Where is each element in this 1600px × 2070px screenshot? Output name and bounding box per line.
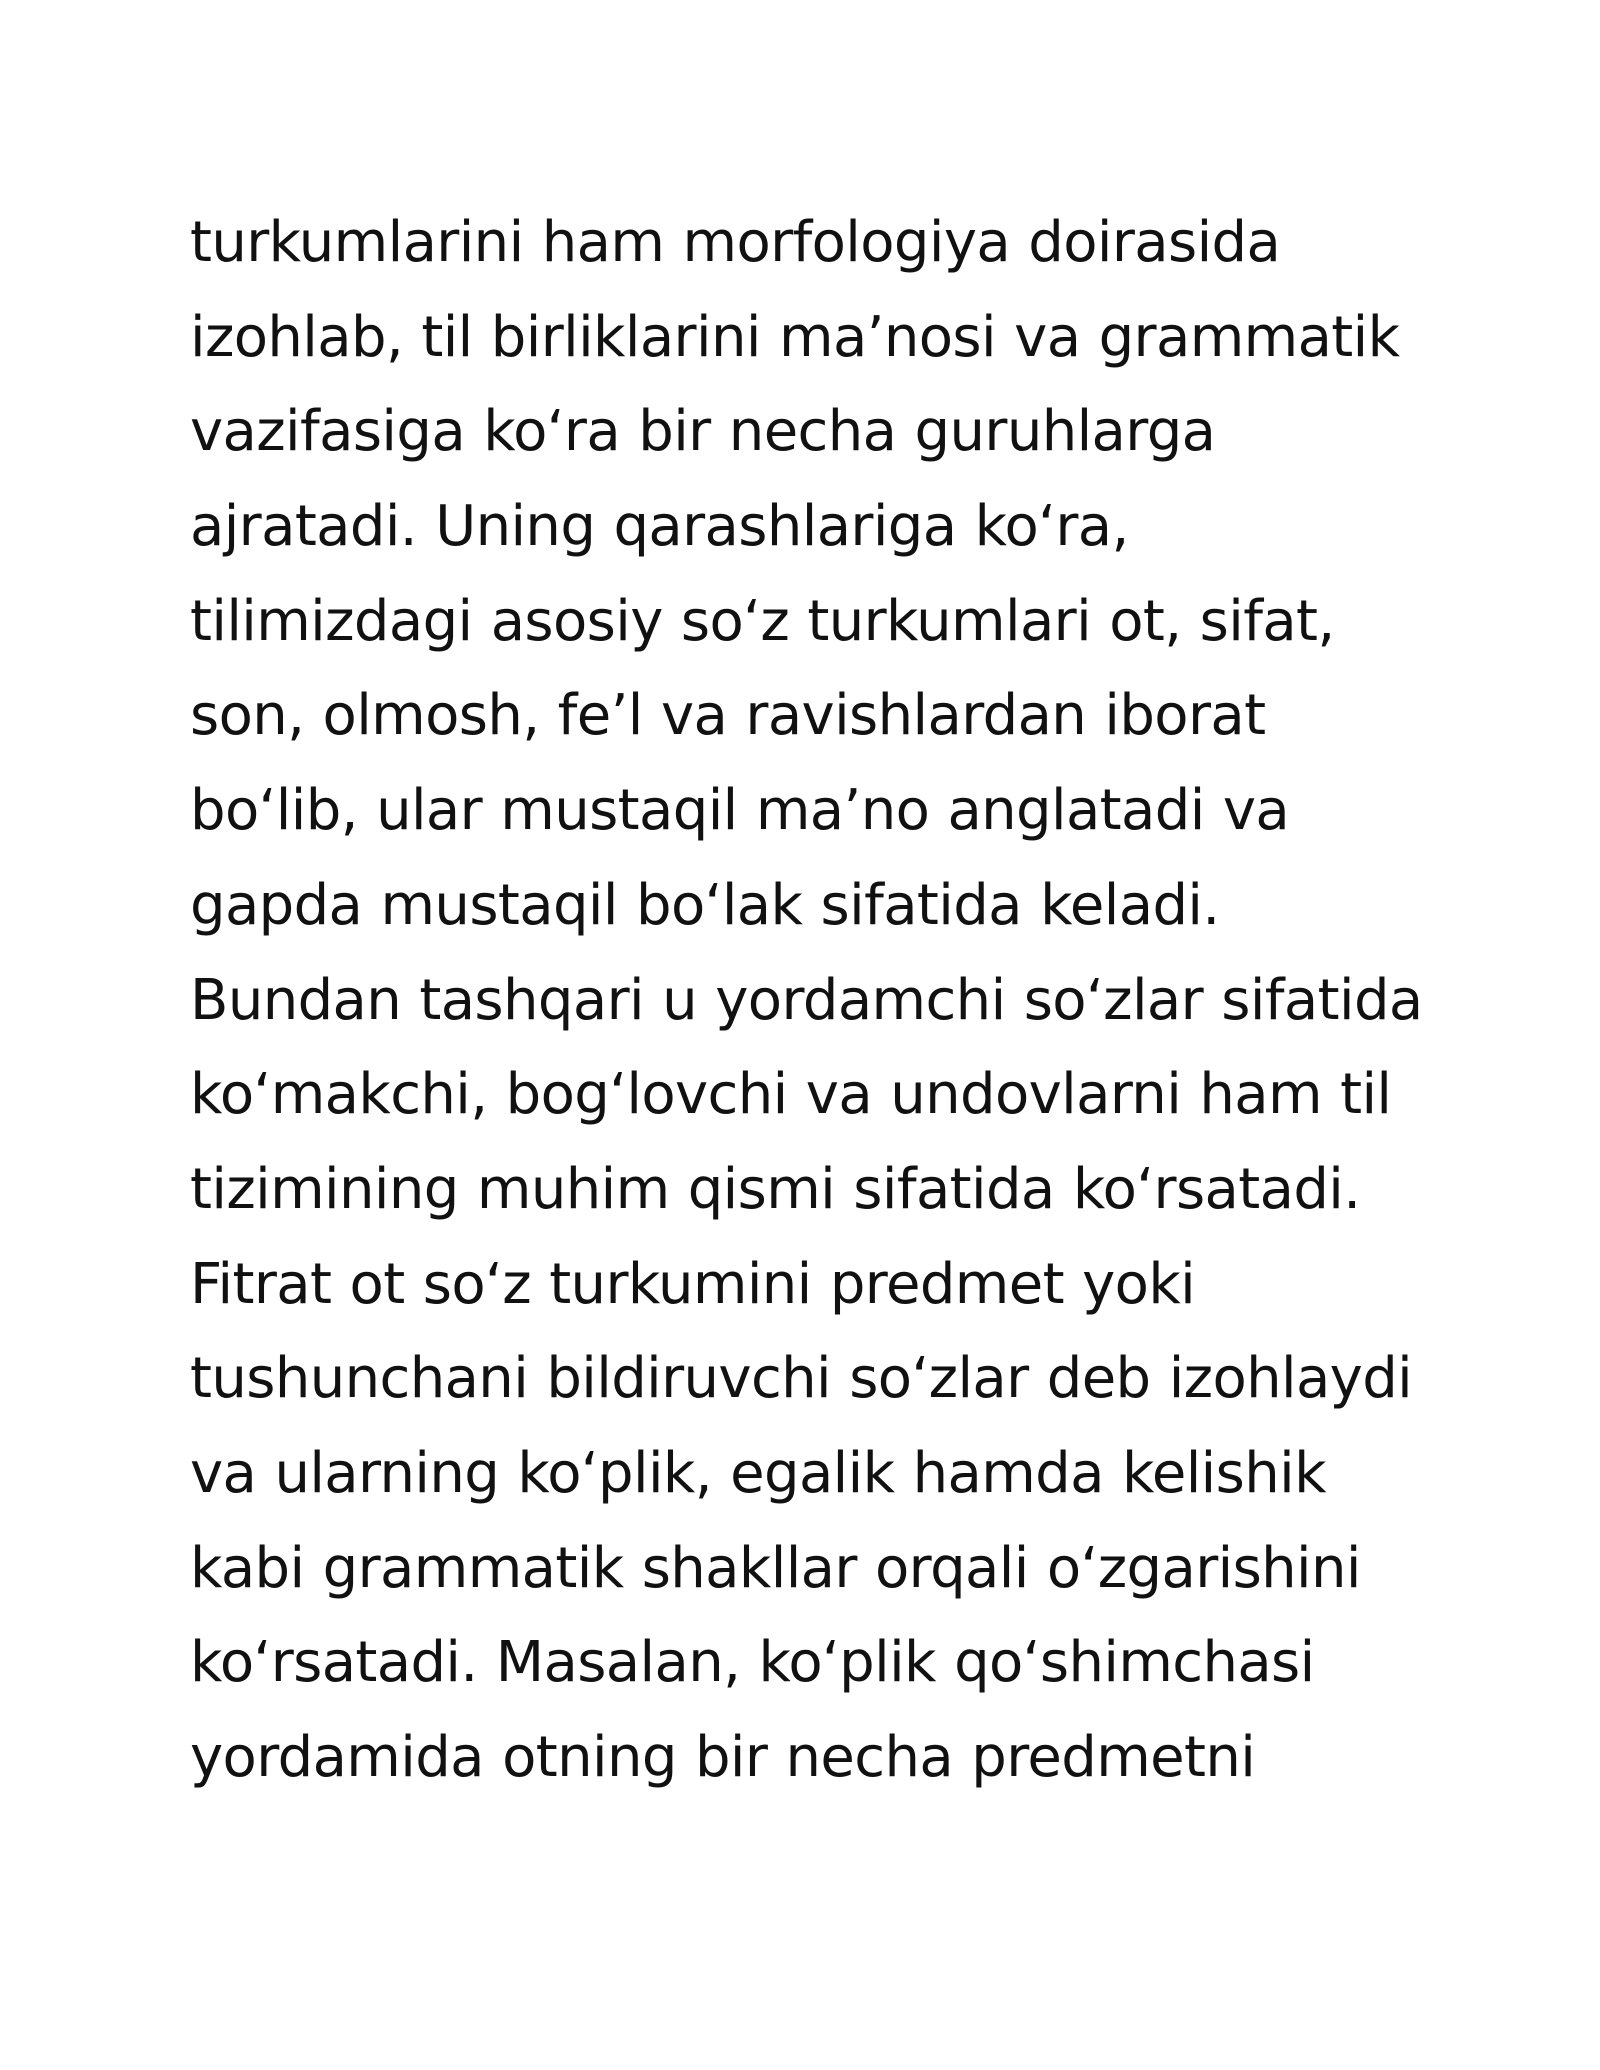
text-line: vazifasiga ko‘ra bir necha guruhlarga: [190, 399, 1216, 465]
text-line: turkumlarini ham morfologiya doirasida: [190, 210, 1281, 275]
text-line: gapda mustaqil bo‘lak sifatida keladi.: [190, 872, 1220, 938]
text-line: Bundan tashqari u yordamchi so‘zlar sifatida: [190, 967, 1423, 1033]
text-line: Fitrat ot so‘z turkumini predmet yoki: [190, 1251, 1196, 1317]
text-line: va ularning ko‘plik, egalik hamda kelishik: [190, 1440, 1326, 1506]
text-line: ko‘rsatadi. Masalan, ko‘plik qo‘shimchasi: [190, 1630, 1315, 1696]
text-line: kabi grammatik shakllar orqali o‘zgarishini: [190, 1535, 1361, 1601]
text-line: izohlab, til birliklarini ma’nosi va grammatik: [190, 304, 1400, 370]
text-line: son, olmosh, fe’l va ravishlardan iborat: [190, 683, 1266, 749]
text-line: tizimining muhim qismi sifatida ko‘rsatadi.: [190, 1156, 1361, 1222]
text-line: tushunchani bildiruvchi so‘zlar deb izohlaydi: [190, 1346, 1413, 1412]
body-text: [190, 196, 1490, 1806]
text-line: ajratadi. Uning qarashlariga ko‘ra,: [190, 494, 1129, 560]
text-line: bo‘lib, ular mustaqil ma’no anglatadi va: [190, 778, 1290, 844]
text-line: tilimizdagi asosiy so‘z turkumlari ot, sifat,: [190, 588, 1335, 654]
text-line: ko‘makchi, bog‘lovchi va undovlarni ham til: [190, 1062, 1392, 1128]
text-line: yordamida otning bir necha predmetni: [190, 1725, 1256, 1790]
